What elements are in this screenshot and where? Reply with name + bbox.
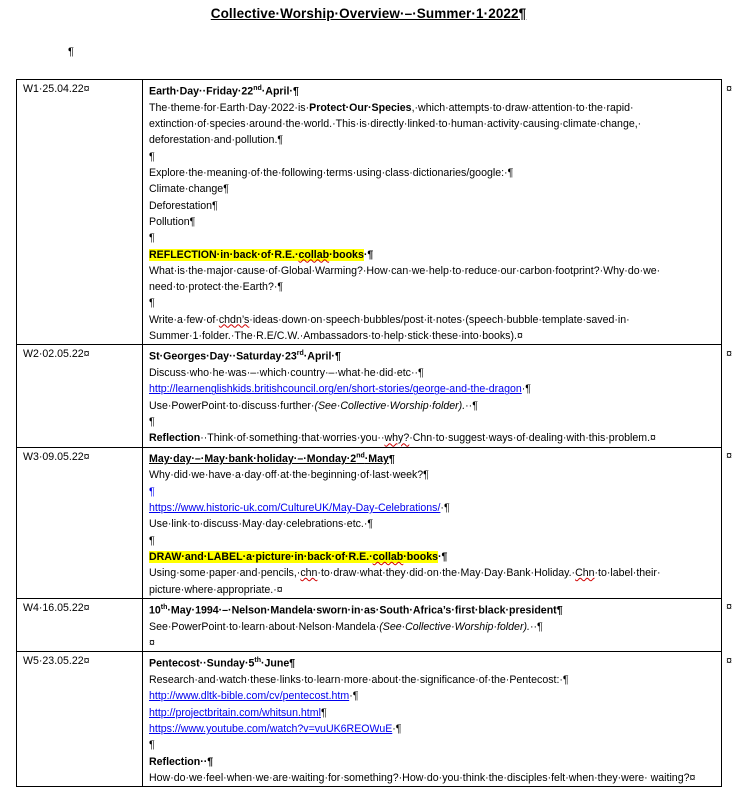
hyperlink[interactable]: https://www.historic-uk.com/CultureUK/May-Day-Celebrations/·¶ bbox=[149, 502, 450, 515]
row-line: ¤ bbox=[149, 636, 155, 649]
week-heading: St·Georges·Day··Saturday·23rd·April·¶ bbox=[149, 350, 341, 363]
row-line: Discuss·who·he·was·–·which·country·–·what·he·did·etc··¶ bbox=[149, 367, 424, 380]
row-line: Explore·the·meaning·of·the·following·terms·using·class·dictionaries/google:·¶ bbox=[149, 167, 514, 180]
row-line: Pollution¶ bbox=[149, 215, 196, 228]
row-line: Deforestation¶ bbox=[149, 199, 218, 212]
week-content-cell bbox=[143, 652, 722, 787]
row-end-mark: ¤ bbox=[726, 450, 732, 463]
row-line: ¶ bbox=[149, 416, 155, 428]
empty-paragraph-mark: ¶ bbox=[68, 46, 74, 58]
row-line: ¶ bbox=[149, 150, 155, 163]
row-line: What·is·the·major·cause·of·Global·Warming?·How·can·we·help·to·reduce·our·carbon·footprint?·Why·do·we· need·to·protect·the·Earth?·¶ bbox=[149, 264, 661, 294]
row-line: Use·PowerPoint·to·discuss·further·(See·Collective·Worship·folder).··¶ bbox=[149, 399, 478, 412]
row-line: ¶ bbox=[149, 297, 155, 310]
row-line: ¶ bbox=[149, 232, 155, 245]
row-line: How·do·we·feel·when·we·are·waiting·for·something?·How·do·you·think·the·disciples·felt·when·they·were· waiting?¤ bbox=[149, 771, 696, 784]
week-content-cell bbox=[143, 447, 722, 598]
week-row bbox=[17, 652, 722, 787]
week-content-cell bbox=[143, 80, 722, 345]
row-line: Reflection··¶ bbox=[149, 755, 214, 768]
week-heading: Earth·Day··Friday·22nd·April·¶ bbox=[149, 85, 299, 98]
week-date-label: W1·25.04.22¤ bbox=[23, 83, 90, 95]
week-date-label: W4·16.05.22¤ bbox=[23, 601, 90, 614]
row-line: Reflection··Think·of·something·that·worries·you··why?·Chn·to·suggest·ways·of·dealing·with·this·problem.¤ bbox=[149, 432, 656, 445]
week-date-label: W5·23.05.22¤ bbox=[23, 655, 90, 668]
highlighted-instruction: DRAW·and·LABEL·a·picture·in·back·of·R.E.·collab·books·¶ bbox=[149, 550, 448, 563]
row-line: Why·did·we·have·a·day·off·at·the·beginning·of·last·week?¶ bbox=[149, 469, 429, 482]
row-line: ¶ bbox=[149, 739, 155, 752]
week-date-cell bbox=[17, 598, 143, 651]
row-line: ¶ bbox=[149, 534, 155, 547]
row-line: See·PowerPoint·to·learn·about·Nelson·Mandela·(See·Collective·Worship·folder).··¶ bbox=[149, 620, 543, 633]
page-title: Collective·Worship·Overview·–·Summer·1·2022¶ bbox=[210, 6, 527, 21]
week-content-cell bbox=[143, 598, 722, 651]
week-date-label: W3·09.05.22¤ bbox=[23, 450, 90, 463]
row-line: ¶ bbox=[149, 485, 155, 498]
row-line: Climate·change¶ bbox=[149, 183, 229, 196]
row-end-mark: ¤ bbox=[726, 82, 732, 95]
week-heading: 10th·May·1994·–·Nelson·Mandela·sworn·in·as·South·Africa’s·first·black·president¶ bbox=[149, 603, 563, 617]
hyperlink[interactable]: http://learnenglishkids.britishcouncil.org/en/short-stories/george-and-the-dragon·¶ bbox=[149, 383, 531, 396]
hyperlink[interactable]: http://www.dltk-bible.com/cv/pentecost.htm·¶ bbox=[149, 690, 359, 703]
row-end-mark: ¤ bbox=[726, 654, 732, 667]
row-end-mark: ¤ bbox=[726, 601, 732, 614]
row-line: Using·some·paper·and·pencils,·chn·to·draw·what·they·did·on·the·May·Day·Bank·Holiday.·Chn·to·label·their· picture·where·appropriate.·¤ bbox=[149, 567, 661, 596]
week-heading: Pentecost··Sunday·5th·June¶ bbox=[149, 657, 296, 670]
row-end-mark: ¤ bbox=[726, 347, 732, 360]
row-line: Use·link·to·discuss·May·day·celebrations·etc.·¶ bbox=[149, 518, 374, 531]
row-line: Research·and·watch·these·links·to·learn·more·about·the·significance·of·the·Pentecost:·¶ bbox=[149, 674, 569, 687]
week-date-cell bbox=[17, 345, 143, 447]
week-row bbox=[17, 447, 722, 598]
week-heading: May·day·–·May·bank·holiday·–·Monday·2nd·May¶ bbox=[149, 452, 395, 466]
week-date-cell bbox=[17, 80, 143, 345]
week-row bbox=[17, 345, 722, 447]
highlighted-instruction: REFLECTION·in·back·of·R.E.·collab·books·¶ bbox=[149, 248, 374, 261]
week-content-cell bbox=[143, 345, 722, 447]
week-row bbox=[17, 80, 722, 345]
hyperlink[interactable]: http://projectbritain.com/whitsun.html¶ bbox=[149, 706, 327, 719]
overview-table bbox=[16, 79, 722, 787]
week-date-cell bbox=[17, 447, 143, 598]
row-line: Write·a·few·of·chdn’s·ideas·down·on·speech·bubbles/post·it·notes·(speech·bubble·template·saved·in· Summer·1·folder.·The·R.E/C.W.·Ambassadors·to·help·stick·these·into·books).¤ bbox=[149, 313, 630, 342]
row-line: The·theme·for·Earth·Day·2022·is·Protect·Our·Species,·which·attempts·to·draw·attention·to·the·rapid· extinction·of·species·around·the·world.·This·is·directly·linked·to·human·activity·causing·climate·change,· deforestation·and·pollution.¶ bbox=[149, 101, 642, 147]
overview-table-body bbox=[17, 80, 722, 787]
week-date-cell bbox=[17, 652, 143, 787]
week-date-label: W2·02.05.22¤ bbox=[23, 348, 90, 361]
hyperlink[interactable]: https://www.youtube.com/watch?v=vuUK6REOWuE·¶ bbox=[149, 722, 402, 735]
week-row bbox=[17, 598, 722, 651]
